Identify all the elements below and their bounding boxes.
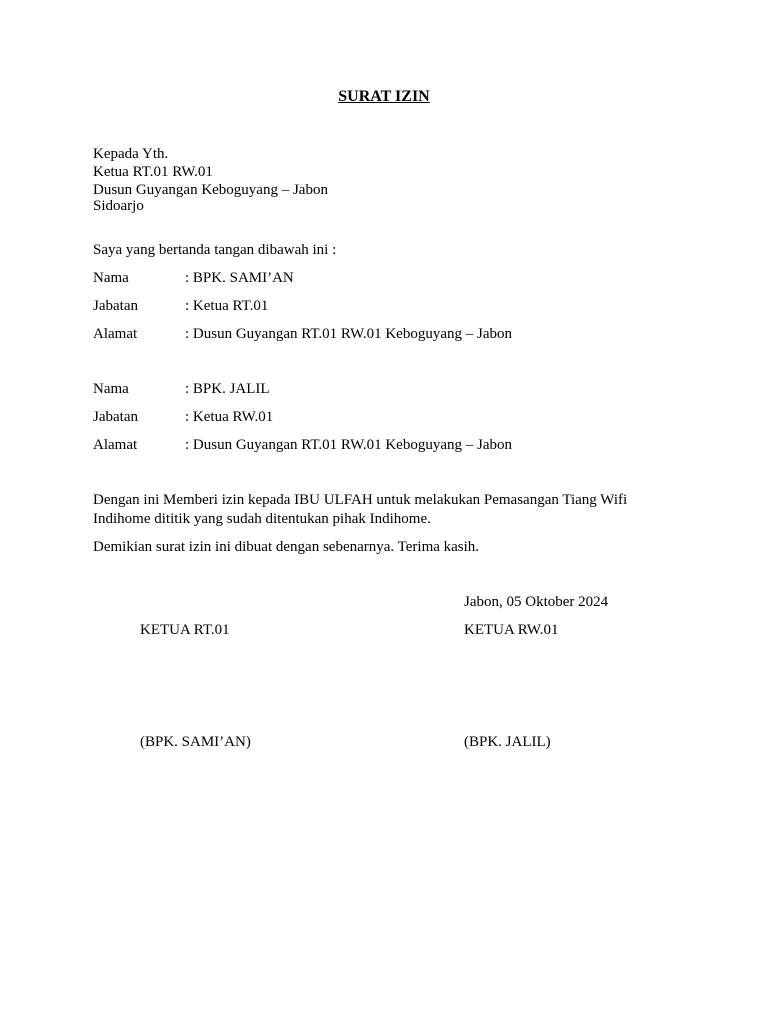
recipient-city: Sidoarjo (93, 198, 144, 214)
person1-alamat-label: Alamat (93, 326, 138, 342)
body-paragraph: Dengan ini Memberi izin kepada IBU ULFAH untuk melakukan Pemasangan Tiang Wifi Indihome dititik yang sudah ditentukan pihak Indihome. (93, 492, 628, 527)
signature-left-name: (BPK. SAMI’AN) (140, 734, 251, 750)
closing-text: Demikian surat izin ini dibuat dengan sebenarnya. Terima kasih. (93, 539, 480, 555)
signature-right-name: (BPK. JALIL) (464, 734, 551, 750)
recipient-salutation: Kepada Yth. (93, 146, 169, 162)
person2-alamat-row (93, 436, 512, 454)
person1-jabatan-row (93, 297, 268, 315)
person2-nama-row (93, 380, 270, 398)
signature-left-title: KETUA RT.01 (140, 622, 230, 638)
person1-alamat-value: : Dusun Guyangan RT.01 RW.01 Keboguyang – Jabon (185, 326, 512, 342)
person2-jabatan-row (93, 408, 273, 426)
person2-nama-value: : BPK. JALIL (185, 381, 270, 397)
person1-jabatan-label: Jabatan (93, 298, 138, 314)
person1-nama-row (93, 269, 294, 287)
person1-nama-value: : BPK. SAMI’AN (185, 270, 294, 286)
person2-jabatan-label: Jabatan (93, 409, 138, 425)
signature-right-title: KETUA RW.01 (464, 622, 559, 638)
person2-nama-label: Nama (93, 381, 129, 397)
person1-alamat-row (93, 325, 512, 343)
recipient-address: Dusun Guyangan Keboguyang – Jabon (93, 182, 328, 198)
person1-nama-label: Nama (93, 270, 129, 286)
recipient-position: Ketua RT.01 RW.01 (93, 164, 213, 180)
letter-title: SURAT IZIN (338, 88, 430, 105)
place-date: Jabon, 05 Oktober 2024 (464, 594, 609, 610)
person2-alamat-label: Alamat (93, 437, 138, 453)
person1-jabatan-value: : Ketua RT.01 (185, 298, 269, 314)
intro-text: Saya yang bertanda tangan dibawah ini : (93, 242, 337, 258)
person2-jabatan-value: : Ketua RW.01 (185, 409, 274, 425)
person2-alamat-value: : Dusun Guyangan RT.01 RW.01 Keboguyang – Jabon (185, 437, 512, 453)
